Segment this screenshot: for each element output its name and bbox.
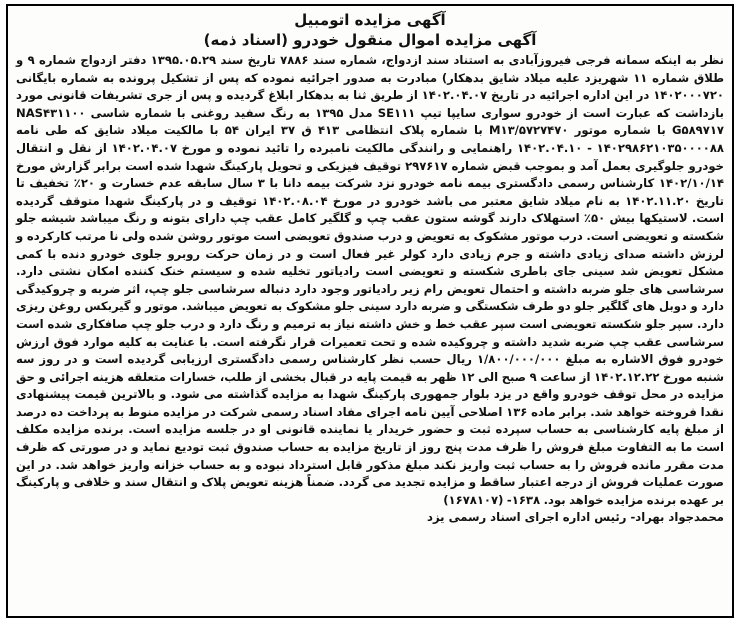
auction-notice xyxy=(6,4,734,618)
notice-body: نظر به اینکه سمانه فرجی فیروزآبادی به استناد سند ازدواج، شماره سند ۷۸۸۶ تاریخ سند ۱۳۹۵.۰۵.۲۹ دفتر ازدواج شماره ۹ و طلاق شماره ۱۱ شهریزد علیه میلاد شایق بدهکار) مبادرت به صدور اجرائیه نموده که پس از تشکیل پرونده به شماره بایگانی ۱۴۰۲۰۰۰۷۲۰ در این اداره اجرائیه در تاریخ ۱۴۰۲.۰۴.۰۷ از طریق ثنا به بدهکار ابلاغ گردیده و پس از جری تشریفات قانونی مورد بازداشت که عبارت است از خودرو سواری سایپا تیپ SE۱۱۱ مدل ۱۳۹۵ به رنگ سفید روغنی با شماره شاسی NAS۴۳۱۱۰۰ G۵۸۹۷۱۷ با شماره موتور M۱۳/۵۷۲۷۴۷۰ با شماره پلاک انتظامی ۴۱۳ ق ۳۷ ایران ۵۴ با مالکیت میلاد شایق که طی نامه ۱۴۰۲۹۸۶۲۱۰۳۵۰۰۰۰۸۸ - ۱۴۰۲.۰۴.۱۰ راهنمایی و رانندگی مالکیت نامبرده را تائید نموده و مورخ ۱۴۰۲.۰۴.۰۷ از نقل و انتقال خودرو جلوگیری بعمل آمد و بموجب قبض شماره ۲۹۷۶۱۷ توقیف فیزیکی و تحویل پارکینگ شهدا شده است برابر گزارش مورخ ۱۴۰۲/۱۰/۱۴ کارشناس رسمی دادگستری بیمه نامه خودرو نزد شرکت بیمه دانا با ۳ سال سابقه عدم خسارت و ۲۰٪ تخفیف تا تاریخ ۱۴۰۲.۱۱.۲۰ به نام میلاد شایق معتبر می باشد خودرو در مورخ ۱۴۰۲.۰۸.۰۴ توقیف و در پارکینگ شهدا متوقف گردیده است. لاستیکها بیش ۵۰٪ استهلاک دارند گوشه ستون عقب چپ و گلگیر کامل عقب چپ دارای بتونه و رنگ میباشد شیشه جلو شکسته و تعویضی است. درب موتور مشکوک به تعویض و درب صندوق تعویضی است موتور روشن شده ولی نا مرتب کارکرده و لرزش داشته صدای زیادی داشته و جرم زیادی دارد کولر غیر فعال است و در زمان حرکت روبرو جلوی خودرو دنده با کمی مشکل تعویض شد سینی جای باطری شکسته و تعویضی است رادیاتور تخلیه شده و سیستم خنک کننده امکان نشتی دارد. سرشاسی های جلو ضربه داشته و احتمال تعویض رام زیر رادیاتور وجود دارد دنباله سرشاسی جلو چپ، اثر ضربه و چروکیدگی دارد و دوبل های گلگیر جلو دو طرف شکستگی و ضربه دارد سینی جلو مشکوک به تعویض میباشد. موتور و گیربکس روغن ریزی دارد. سپر جلو شکسته تعویضی است سپر عقب خط و خش داشته نیاز به ترمیم و رنگ دارد و درب جلو چپ صافکاری شده است سرشاسی عقب چپ ضربه شدید داشته و چروکیده شده و تحت تعمیرات قرار نگرفته است. با عنایت به کلیه موارد فوق ارزش خودرو فوق الاشاره به مبلغ ۱/۸۰۰/۰۰۰/۰۰۰ ریال حسب نظر کارشناس رسمی دادگستری ارزیابی گردیده است و در روز سه شنبه مورخ ۱۴۰۲.۱۲.۲۲ از ساعت ۹ صبح الی ۱۲ ظهر به قیمت پایه در قبال بخشی از طلب، خسارات متعلقه هزینه اجرائی و حق مزایده در محل توقف خودرو واقع در یزد بلوار جمهوری پارکینگ شهدا به مزایده گذاشته می شود. و بالاترین قیمت پیشنهادی نقدا فروخته خواهد شد. برابر ماده ۱۳۶ اصلاحی آیین نامه اجرای مفاد اسناد رسمی شرکت در مزایده منوط به پرداخت ده درصد از مبلغ پایه کارشناسی به حساب سپرده ثبت و حضور خریدار یا نماینده قانونی او در جلسه مزایده است. برنده مزایده مکلف است ما به التفاوت مبلغ فروش را ظرف مدت پنج روز از تاریخ مزایده به حساب صندوق ثبت تودیع نماید و در صورتی که ظرف مدت مقرر مانده فروش را به حساب ثبت واریز نکند مبلغ مذکور قابل استرداد نبوده و به حساب خزانه واریز خواهد شد. در این صورت عملیات فروش از درجه اعتبار ساقط و مزایده تجدید می گردد. ضمناً هزینه تعویض پلاک و انتقال سند و خلافی و پارکینگ بر عهده برنده مزایده خواهد بود. ۱۶۳۸- (۱۶۷۸۱۰۷) xyxy=(16,53,725,507)
notice-signature: محمدجواد بهراد- رئیس اداره اجرای اسناد رسمی یزد xyxy=(427,510,724,525)
notice-subtitle: آگهی مزایده اموال منقول خودرو (اسناد ذمه) xyxy=(203,31,537,49)
notice-title: آگهی مزایده اتومبیل xyxy=(294,11,446,29)
